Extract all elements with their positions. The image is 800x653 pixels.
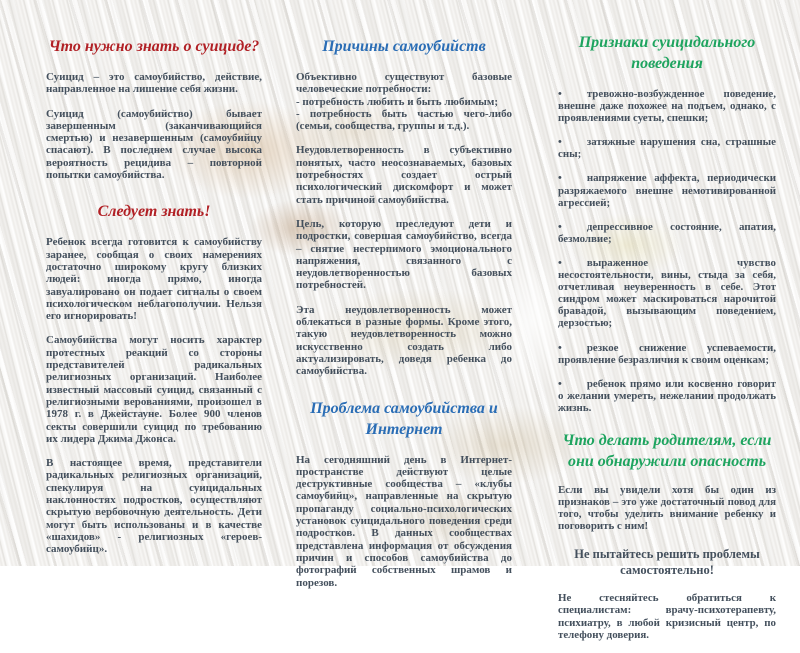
paragraph: Если вы увидели хотя бы один из признаков – это уже достаточный повод для того, чтобы уделить внимание ребенку и поговорить с ним! [558, 483, 776, 533]
bullet-item [558, 172, 776, 208]
panel-what-to-know [46, 0, 262, 568]
bullet-marker-icon: • [558, 136, 562, 149]
panel-signs [558, 0, 776, 653]
paragraph: Эта неудовлетворенность может облекаться в разные формы. Кроме этого, такую неудовлетворенность можно искусственно создать либо актуализировать, доведя ребенка до самоубийства. [296, 303, 512, 378]
bullet-marker-icon: • [558, 88, 562, 100]
list-item-dash: - потребность быть частью чего-либо (семьи, сообщества, группы и т.д.). [296, 107, 512, 133]
bullet-marker-icon: • [558, 341, 562, 354]
paragraph: Суицид (самоубийство) бывает завершенным (заканчивающийся смертью) и незавершенным (самоубийцу спасают). В последнем случае высока вероятность рецидива – повторной попытки самоубийства. [46, 107, 262, 182]
panel-causes [296, 0, 512, 601]
heading-internet-problem: Проблема самоубийства и Интернет [310, 399, 498, 438]
bullet-item [558, 136, 776, 160]
bullet-item [558, 342, 776, 366]
paragraph: Объективно существуют базовые человеческие потребности: [296, 71, 512, 96]
paragraph: Неудовлетворенность в субъективно понятых, часто неосознаваемых, базовых потребностях создает острый психологический дискомфорт и может стать причиной самоубийства. [296, 144, 512, 206]
bullet-text: затяжные нарушения сна, страшные сны; [558, 136, 776, 161]
warning-text: Не пытайтесь решить проблемы самостоятельно! [574, 547, 760, 578]
list-item-dash: - потребность любить и быть любимым; [296, 95, 499, 108]
bullet-item [558, 257, 776, 330]
heading-what-parents-do: Что делать родителям, если они обнаружили опасность [562, 431, 772, 470]
heading-signs: Признаки суицидального поведения [578, 34, 756, 72]
paragraph: Суицид – это самоубийство, действие, направленное на лишение себя жизни. [46, 71, 262, 96]
bullet-text: тревожно-возбужденное поведение, внешне даже похожее на подъем, однако, с проявлениями суеты, спешки; [558, 88, 776, 125]
bullet-marker-icon: • [558, 172, 562, 185]
bullet-text: резкое снижение успеваемости, проявление безразличия к своим оценкам; [558, 341, 776, 366]
bullet-item [558, 88, 776, 124]
bullet-text: напряжение аффекта, периодически разряжаемого внешне немотивированной агрессией; [558, 172, 776, 209]
paragraph: Самоубийства могут носить характер протестных реакций со стороны представителей радикальных религиозных организаций. Наиболее известный массовый суицид, связанный с религиозными верованиями, произошел в 1978 г. в Джейстауне. Более 900 членов секты совершили суицид по требованию их лидера Джима Джонса. [46, 334, 262, 445]
bullet-marker-icon: • [558, 256, 562, 269]
bullet-text: депрессивное состояние, апатия, безмолвие; [558, 220, 776, 245]
bullet-text: ребенок прямо или косвенно говорит о желании умереть, нежелании продолжать жизнь. [558, 377, 776, 414]
paragraph: На сегодняшний день в Интернет-пространстве действуют целые деструктивные сообщества – «клубы самоубийц», направленные на скрытую пропаганду социально-психологических установок суицидального поведения среди подростков. В данных сообществах представлена информация от обсуждения причин и способов самоубийства до фотографий собственных шрамов и порезов. [296, 453, 512, 589]
bullet-marker-icon: • [558, 377, 562, 390]
heading-causes: Причины самоубийств [322, 38, 486, 55]
paragraph: Ребенок всегда готовится к самоубийству заранее, сообщая о своих намерениях достаточно широкому кругу близких людей: иногда прямо, иногда завуалировано он подает сигналы о своем психологическом неблагополучии. Нельзя его игнорировать! [46, 236, 262, 323]
bullet-item [558, 378, 776, 414]
paragraph: Цель, которую преследуют дети и подростки, совершая самоубийство, всегда – снятие нестерпимого эмоционального напряжения, связанного с неудовлетворенностью базовых потребностей. [296, 217, 512, 292]
paragraph: В настоящее время, представители радикальных религиозных организаций, спекулируя на суицидальных наклонностях подростков, осуществляют скрытую вербовочную деятельность. Дети могут быть использованы и в качестве «шахидов» - религиозных «героев-самоубийц». [46, 457, 262, 556]
heading-should-know: Следует знать! [97, 203, 211, 221]
bullet-marker-icon: • [558, 220, 562, 233]
bullet-item [558, 221, 776, 245]
bullet-text: выраженное чувство несостоятельности, вины, стыда за себя, отчетливая неуверенность в себе. Этот синдром может маскироваться нарочитой бравадой, вызывающим поведением, дерзостью; [558, 256, 776, 330]
paragraph: Не стесняйтесь обратиться к специалистам: врачу-психотерапевту, психиатру, в любой кризисный центр, по телефону доверия. [558, 592, 776, 641]
heading-what-to-know: Что нужно знать о суициде? [48, 38, 260, 55]
